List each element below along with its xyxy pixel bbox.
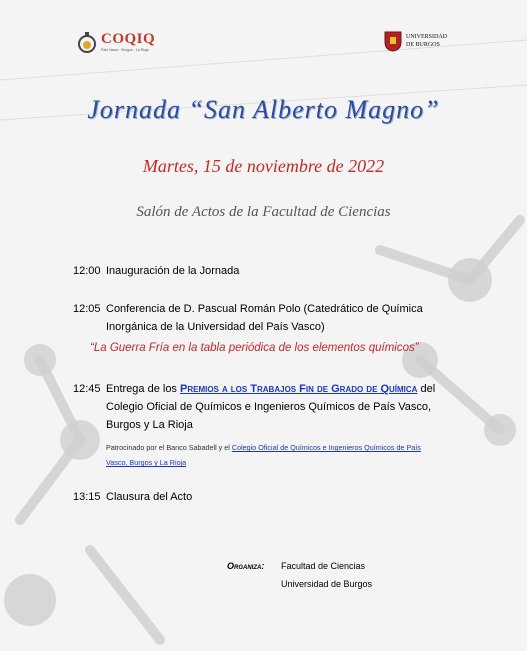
coqiq-logo [76,31,155,53]
agenda-text-post: del [420,383,436,395]
organizer-line1: Facultad de Ciencias [281,561,366,571]
organizer-block [227,557,372,593]
colegio-link[interactable]: Colegio Oficial de Químicos e Ingenieros Químicos de País [231,443,421,452]
agenda-item-conference [73,300,453,336]
agenda-item-inauguration [73,262,453,280]
event-venue: Salón de Actos de la Facultad de Ciencias [136,204,391,220]
coat-of-arms-icon [384,30,402,52]
agenda-text-line3: Burgos y La Rioja [106,419,193,431]
organizer-line2: Universidad de Burgos [281,579,373,589]
agenda-time: 12:00 [73,265,101,277]
organizer-label: Organiza: [227,561,265,571]
colegio-link-continued[interactable]: Vasco, Burgos y La Rioja [106,458,187,467]
awards-link[interactable]: Premios a los Trabajos Fin de Grado de Química [180,383,418,395]
agenda-text: Clausura del Acto [106,491,193,503]
agenda-time: 12:45 [73,383,101,395]
sponsor-text: Patrocinado por el Banco Sabadell y el [106,443,230,452]
event-date: Martes, 15 de noviembre de 2022 [142,156,385,176]
coqiq-logo-subtitle: País Vasco · Burgos · La Rioja [101,48,149,52]
flask-icon [76,31,98,53]
agenda-item-closing [73,488,453,506]
ubu-logo [384,30,447,52]
sponsor-note [106,440,454,470]
agenda-text: Inauguración de la Jornada [106,265,240,277]
agenda-text-line2: Colegio Oficial de Químicos e Ingenieros Químicos de País Vasco, [106,401,432,413]
agenda-time: 13:15 [73,491,101,503]
agenda-time: 12:05 [73,303,101,315]
ubu-logo-line1: UNIVERSIDAD [406,34,447,40]
agenda-text: Conferencia de D. Pascual Román Polo (Catedrático de Química [106,303,423,315]
conference-title-quote: “La Guerra Fría en la tabla periódica de los elementos químicos” [90,342,419,354]
agenda-text-line2: Inorgánica de la Universidad del País Vasco) [106,321,325,333]
event-title: Jornada “San Alberto Magno” [87,95,440,124]
ubu-logo-line2: DE BURGOS [406,42,440,48]
agenda-item-awards [73,380,453,434]
coqiq-logo-text: COQIQ [101,31,156,47]
agenda-text-pre: Entrega de los [106,383,177,395]
